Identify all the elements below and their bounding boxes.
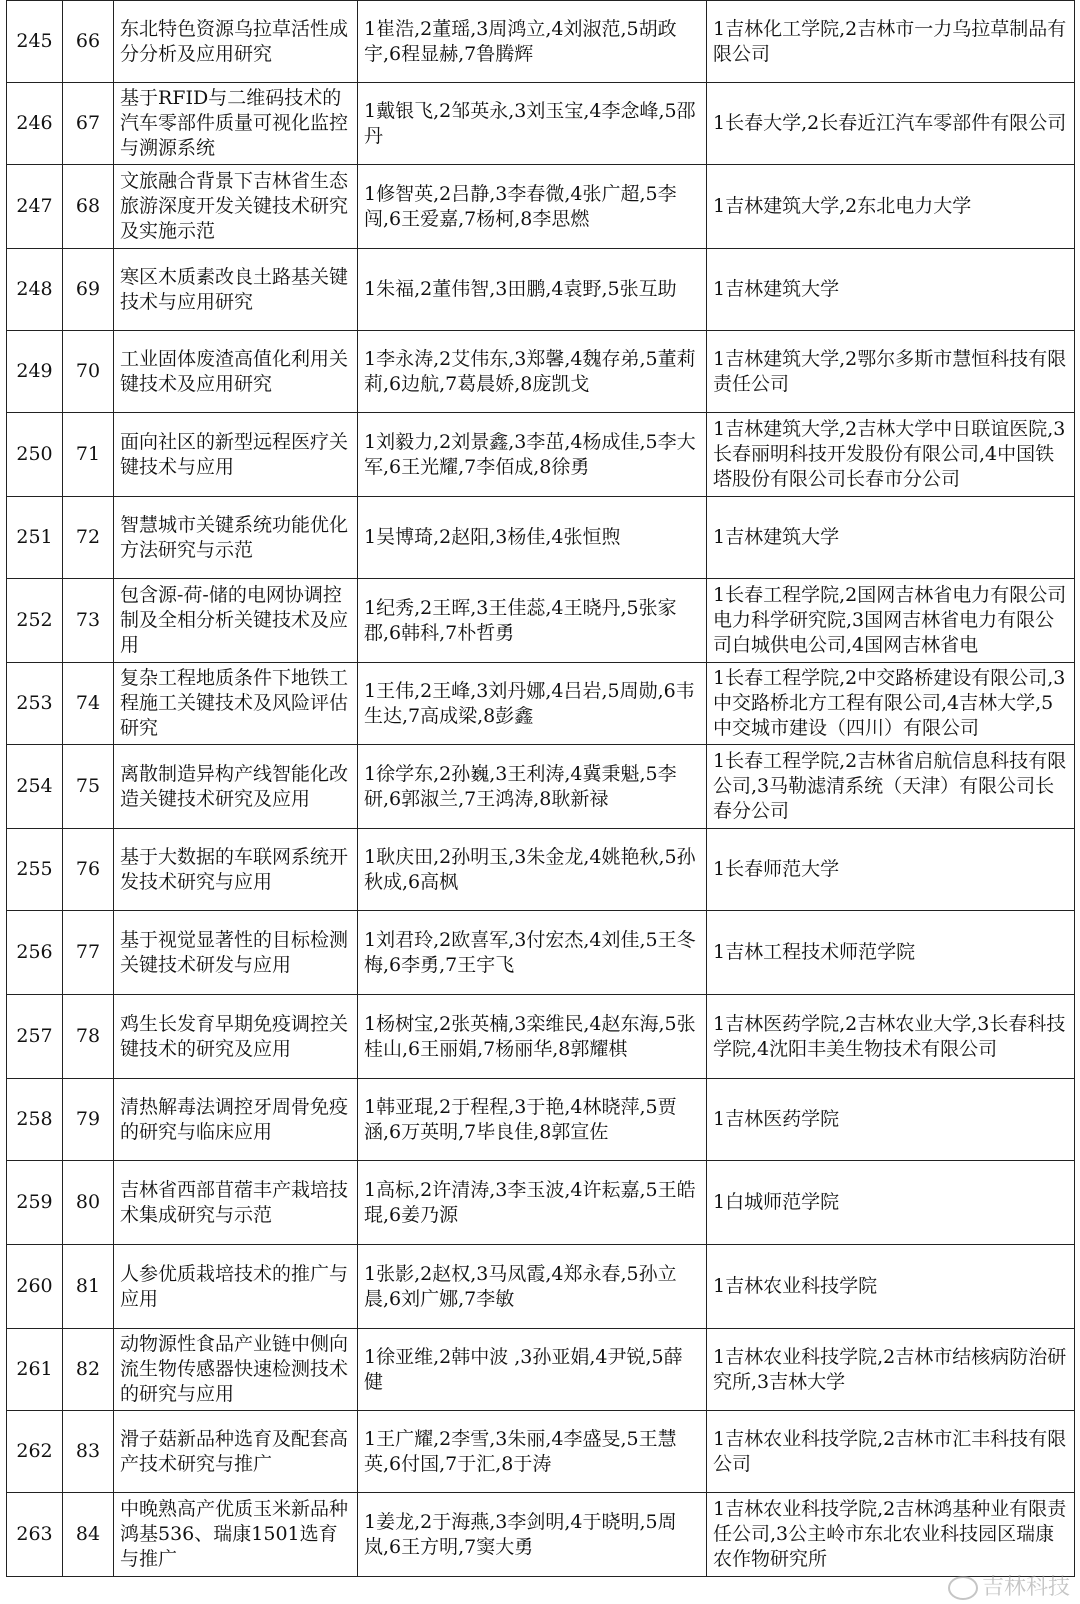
project-persons: 1吴博琦,2赵阳,3杨佳,4张恒煦 <box>358 497 707 579</box>
project-persons: 1张影,2赵权,3马凤霞,4郑永春,5孙立晨,6刘广娜,7李敏 <box>358 1245 707 1329</box>
table-row <box>7 1161 1075 1245</box>
project-title: 寒区木质素改良土路基关键技术与应用研究 <box>114 249 358 331</box>
table-row <box>7 497 1075 579</box>
row-sequence-number: 263 <box>7 1493 63 1577</box>
table-row <box>7 911 1075 995</box>
row-sequence-number: 255 <box>7 829 63 911</box>
project-units: 1吉林建筑大学,2东北电力大学 <box>707 165 1075 249</box>
project-units: 1长春工程学院,2吉林省启航信息科技有限公司,3马勒滤清系统（天津）有限公司长春分公司 <box>707 745 1075 829</box>
project-persons: 1李永涛,2艾伟东,3郑馨,4魏存弟,5董莉莉,6边航,7葛晨娇,8庞凯戈 <box>358 331 707 413</box>
table-row <box>7 1493 1075 1577</box>
project-persons: 1崔浩,2董瑶,3周鸿立,4刘淑范,5胡政宇,6程显赫,7鲁腾辉 <box>358 1 707 83</box>
project-title: 滑子菇新品种选育及配套高产技术研究与推广 <box>114 1411 358 1493</box>
row-sub-number: 71 <box>63 413 114 497</box>
project-units: 1吉林建筑大学,2吉林大学中日联谊医院,3长春丽明科技开发股份有限公司,4中国铁塔股份有限公司长春市分公司 <box>707 413 1075 497</box>
row-sequence-number: 256 <box>7 911 63 995</box>
row-sub-number: 67 <box>63 83 114 165</box>
table-row <box>7 829 1075 911</box>
table-row <box>7 745 1075 829</box>
row-sub-number: 83 <box>63 1411 114 1493</box>
project-title: 吉林省西部苜蓿丰产栽培技术集成研究与示范 <box>114 1161 358 1245</box>
row-sequence-number: 260 <box>7 1245 63 1329</box>
project-units: 1吉林医药学院,2吉林农业大学,3长春科技学院,4沈阳丰美生物技术有限公司 <box>707 995 1075 1079</box>
project-title: 工业固体废渣高值化利用关键技术及应用研究 <box>114 331 358 413</box>
row-sequence-number: 253 <box>7 663 63 745</box>
row-sub-number: 73 <box>63 579 114 663</box>
table-row <box>7 83 1075 165</box>
project-units: 1吉林工程技术师范学院 <box>707 911 1075 995</box>
row-sequence-number: 246 <box>7 83 63 165</box>
awards-table <box>6 0 1075 1577</box>
project-units: 1长春师范大学 <box>707 829 1075 911</box>
project-units: 1吉林农业科技学院,2吉林市结核病防治研究所,3吉林大学 <box>707 1329 1075 1411</box>
project-title: 离散制造异构产线智能化改造关键技术研究及应用 <box>114 745 358 829</box>
row-sub-number: 75 <box>63 745 114 829</box>
project-units: 1吉林建筑大学 <box>707 249 1075 331</box>
row-sub-number: 79 <box>63 1079 114 1161</box>
row-sequence-number: 262 <box>7 1411 63 1493</box>
row-sequence-number: 254 <box>7 745 63 829</box>
table-row <box>7 1 1075 83</box>
project-units: 1长春大学,2长春近江汽车零部件有限公司 <box>707 83 1075 165</box>
row-sub-number: 80 <box>63 1161 114 1245</box>
table-row <box>7 1245 1075 1329</box>
project-persons: 1王伟,2王峰,3刘丹娜,4吕岩,5周勋,6韦生达,7高成梁,8彭鑫 <box>358 663 707 745</box>
project-title: 人参优质栽培技术的推广与应用 <box>114 1245 358 1329</box>
row-sub-number: 66 <box>63 1 114 83</box>
row-sub-number: 84 <box>63 1493 114 1577</box>
project-persons: 1韩亚琨,2于程程,3于艳,4林晓萍,5贾涵,6万英明,7毕良佳,8郭宣佐 <box>358 1079 707 1161</box>
project-units: 1白城师范学院 <box>707 1161 1075 1245</box>
project-persons: 1刘毅力,2刘景鑫,3李茁,4杨成佳,5李大军,6王光耀,7李佰成,8徐勇 <box>358 413 707 497</box>
project-title: 面向社区的新型远程医疗关键技术与应用 <box>114 413 358 497</box>
project-title: 鸡生长发育早期免疫调控关键技术的研究及应用 <box>114 995 358 1079</box>
table-row <box>7 331 1075 413</box>
project-units: 1吉林农业科技学院,2吉林鸿基种业有限责任公司,3公主岭市东北农业科技园区瑞康农作物研究所 <box>707 1493 1075 1577</box>
project-persons: 1刘君玲,2欧喜军,3付宏杰,4刘佳,5王冬梅,6李勇,7王宇飞 <box>358 911 707 995</box>
project-title: 中晚熟高产优质玉米新品种鸿基536、瑞康1501选育与推广 <box>114 1493 358 1577</box>
project-persons: 1王广耀,2李雪,3朱丽,4李盛旻,5王慧英,6付国,7于汇,8于涛 <box>358 1411 707 1493</box>
project-units: 1长春工程学院,2国网吉林省电力有限公司电力科学研究院,3国网吉林省电力有限公司白城供电公司,4国网吉林省电 <box>707 579 1075 663</box>
row-sequence-number: 261 <box>7 1329 63 1411</box>
row-sequence-number: 250 <box>7 413 63 497</box>
table-row <box>7 1079 1075 1161</box>
row-sequence-number: 251 <box>7 497 63 579</box>
awards-table-body <box>7 1 1075 1577</box>
table-row <box>7 413 1075 497</box>
project-persons: 1杨树宝,2张英楠,3栾维民,4赵东海,5张桂山,6王丽娟,7杨丽华,8郭耀棋 <box>358 995 707 1079</box>
watermark-text: 吉林科技 <box>981 1575 1070 1600</box>
project-units: 1吉林医药学院 <box>707 1079 1075 1161</box>
row-sequence-number: 258 <box>7 1079 63 1161</box>
project-persons: 1高标,2许清涛,3李玉波,4许耘嘉,5王皓琨,6姜乃源 <box>358 1161 707 1245</box>
project-title: 包含源-荷-储的电网协调控制及全相分析关键技术及应用 <box>114 579 358 663</box>
table-row <box>7 995 1075 1079</box>
table-row <box>7 165 1075 249</box>
row-sub-number: 76 <box>63 829 114 911</box>
project-title: 文旅融合背景下吉林省生态旅游深度开发关键技术研究及实施示范 <box>114 165 358 249</box>
row-sub-number: 74 <box>63 663 114 745</box>
project-persons: 1耿庆田,2孙明玉,3朱金龙,4姚艳秋,5孙秋成,6高枫 <box>358 829 707 911</box>
project-units: 1吉林农业科技学院 <box>707 1245 1075 1329</box>
project-persons: 1徐亚维,2韩中波 ,3孙亚娟,4尹锐,5薛健 <box>358 1329 707 1411</box>
row-sub-number: 77 <box>63 911 114 995</box>
row-sub-number: 82 <box>63 1329 114 1411</box>
project-title: 东北特色资源乌拉草活性成分分析及应用研究 <box>114 1 358 83</box>
project-units: 1长春工程学院,2中交路桥建设有限公司,3中交路桥北方工程有限公司,4吉林大学,5中交城市建设（四川）有限公司 <box>707 663 1075 745</box>
row-sequence-number: 247 <box>7 165 63 249</box>
project-title: 基于RFID与二维码技术的汽车零部件质量可视化监控与溯源系统 <box>114 83 358 165</box>
project-title: 动物源性食品产业链中侧向流生物传感器快速检测技术的研究与应用 <box>114 1329 358 1411</box>
row-sub-number: 81 <box>63 1245 114 1329</box>
table-row <box>7 1329 1075 1411</box>
project-title: 基于大数据的车联网系统开发技术研究与应用 <box>114 829 358 911</box>
row-sequence-number: 257 <box>7 995 63 1079</box>
project-persons: 1朱福,2董伟智,3田鹏,4袁野,5张互助 <box>358 249 707 331</box>
project-persons: 1徐学东,2孙巍,3王利涛,4冀秉魁,5李研,6郭淑兰,7王鸿涛,8耿新禄 <box>358 745 707 829</box>
table-row <box>7 579 1075 663</box>
project-units: 1吉林化工学院,2吉林市一力乌拉草制品有限公司 <box>707 1 1075 83</box>
project-title: 复杂工程地质条件下地铁工程施工关键技术及风险评估研究 <box>114 663 358 745</box>
row-sequence-number: 252 <box>7 579 63 663</box>
project-units: 1吉林建筑大学,2鄂尔多斯市慧恒科技有限责任公司 <box>707 331 1075 413</box>
wechat-icon <box>948 1576 978 1600</box>
project-persons: 1修智英,2吕静,3李春微,4张广超,5李闯,6王爱嘉,7杨柯,8李思燃 <box>358 165 707 249</box>
row-sequence-number: 259 <box>7 1161 63 1245</box>
row-sub-number: 72 <box>63 497 114 579</box>
watermark <box>948 1570 1070 1601</box>
project-persons: 1姜龙,2于海燕,3李剑明,4于晓明,5周岚,6王方明,7窦大勇 <box>358 1493 707 1577</box>
row-sequence-number: 248 <box>7 249 63 331</box>
row-sub-number: 78 <box>63 995 114 1079</box>
project-title: 清热解毒法调控牙周骨免疫的研究与临床应用 <box>114 1079 358 1161</box>
project-units: 1吉林建筑大学 <box>707 497 1075 579</box>
table-row <box>7 663 1075 745</box>
project-title: 基于视觉显著性的目标检测关键技术研发与应用 <box>114 911 358 995</box>
table-row <box>7 1411 1075 1493</box>
project-persons: 1戴银飞,2邹英永,3刘玉宝,4李念峰,5邵丹 <box>358 83 707 165</box>
row-sub-number: 68 <box>63 165 114 249</box>
row-sub-number: 70 <box>63 331 114 413</box>
row-sub-number: 69 <box>63 249 114 331</box>
row-sequence-number: 245 <box>7 1 63 83</box>
project-persons: 1纪秀,2王晖,3王佳蕊,4王晓丹,5张家郡,6韩科,7朴哲勇 <box>358 579 707 663</box>
project-units: 1吉林农业科技学院,2吉林市汇丰科技有限公司 <box>707 1411 1075 1493</box>
row-sequence-number: 249 <box>7 331 63 413</box>
table-row <box>7 249 1075 331</box>
project-title: 智慧城市关键系统功能优化方法研究与示范 <box>114 497 358 579</box>
